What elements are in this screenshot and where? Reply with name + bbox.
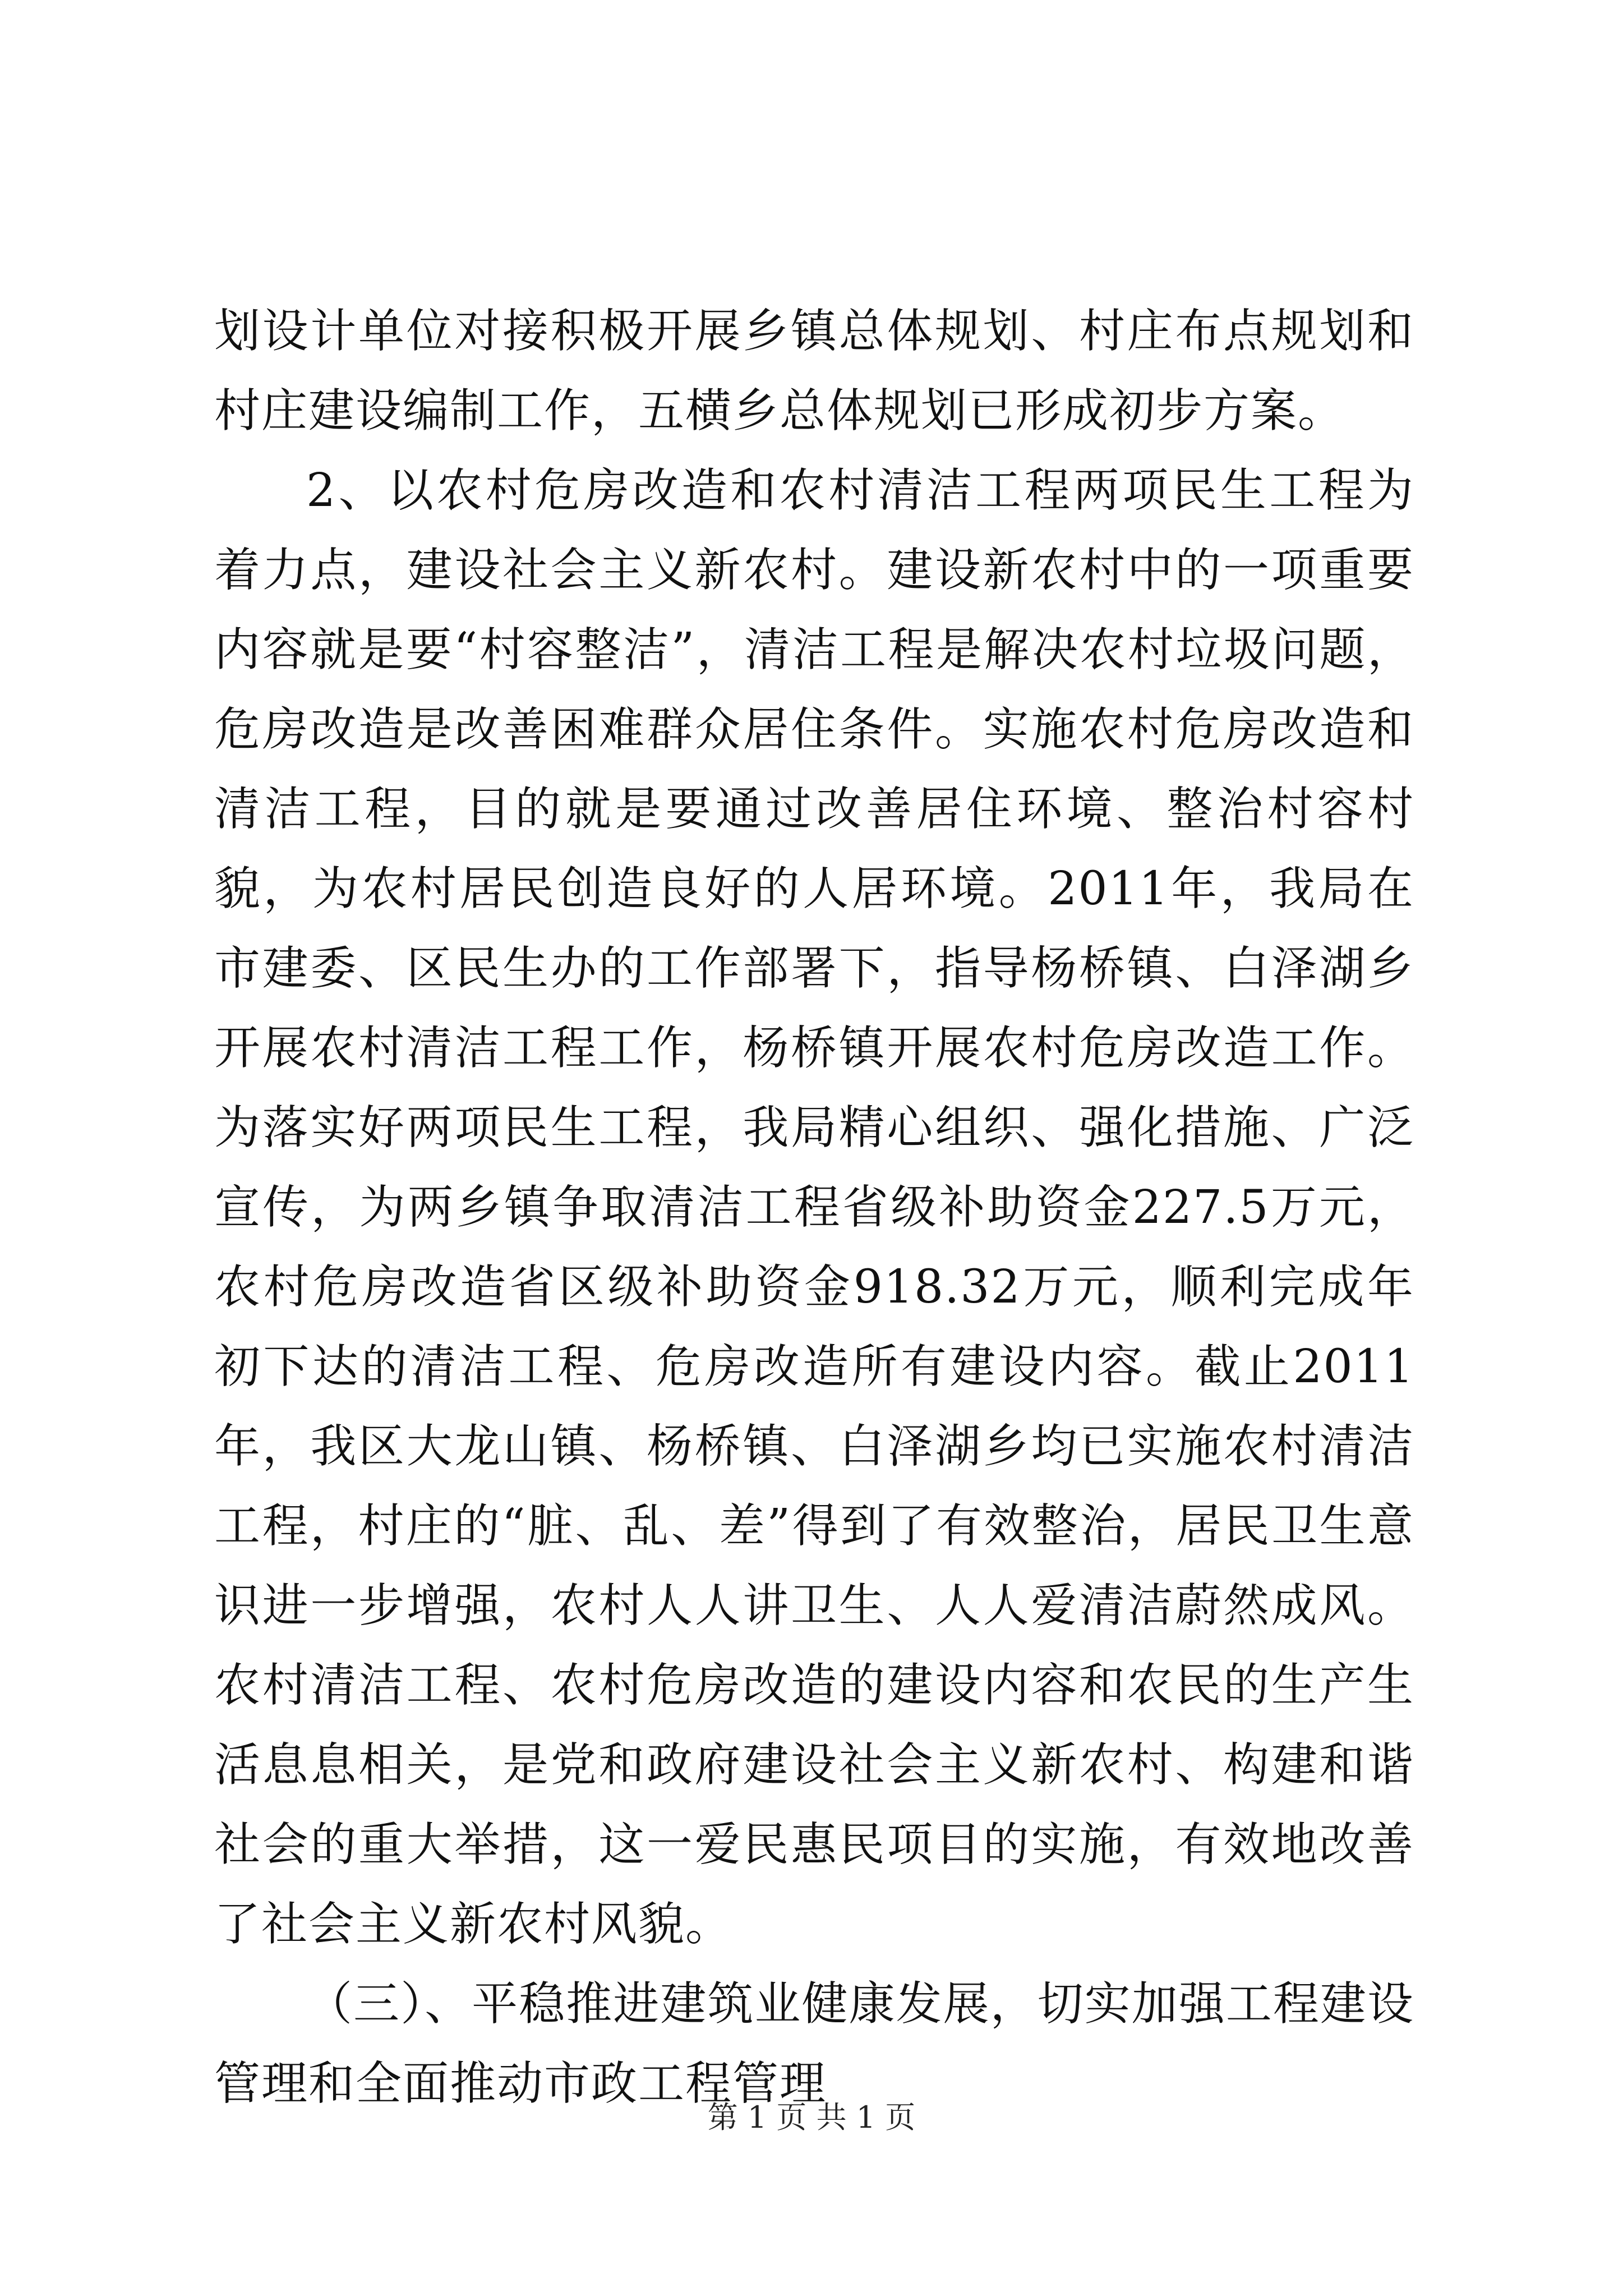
section-heading-construction: （三）、平稳推进建筑业健康发展，切实加强工程建设管理和全面推动市政工程管理: [214, 1977, 1414, 2110]
page-footer: 第 1 页 共 1 页: [707, 2100, 916, 2135]
paragraph-continuation: 划设计单位对接积极开展乡镇总体规划、村庄布点规划和村庄建设编制工作，五横乡总体规划已形成初步方案。: [214, 305, 1414, 438]
paragraph-rural-projects: 2、以农村危房改造和农村清洁工程两项民生工程为着力点，建设社会主义新农村。建设新农村中的一项重要内容就是要“村容整洁”，清洁工程是解决农村垃圾问题，危房改造是改善困难群众居住条件。实施农村危房改造和清洁工程，目的就是要通过改善居住环境、整治村容村貌，为农村居民创造良好的人居环境。2011年，我局在市建委、区民生办的工作部署下，指导杨桥镇、白泽湖乡开展农村清洁工程工作，杨桥镇开展农村危房改造工作。为落实好两项民生工程，我局精心组织、强化措施、广泛宣传，为两乡镇争取清洁工程省级补助资金227.5万元，农村危房改造省区级补助资金918.32万元，顺利完成年初下达的清洁工程、危房改造所有建设内容。截止2011年，我区大龙山镇、杨桥镇、白泽湖乡均已实施农村清洁工程，村庄的“脏、乱、差”得到了有效整治，居民卫生意识进一步增强，农村人人讲卫生、人人爱清洁蔚然成风。农村清洁工程、农村危房改造的建设内容和农民的生产生活息息相关，是党和政府建设社会主义新农村、构建和谐社会的重大举措，这一爱民惠民项目的实施，有效地改善了社会主义新农村风貌。: [214, 464, 1414, 1951]
document-body: [214, 292, 1414, 2124]
